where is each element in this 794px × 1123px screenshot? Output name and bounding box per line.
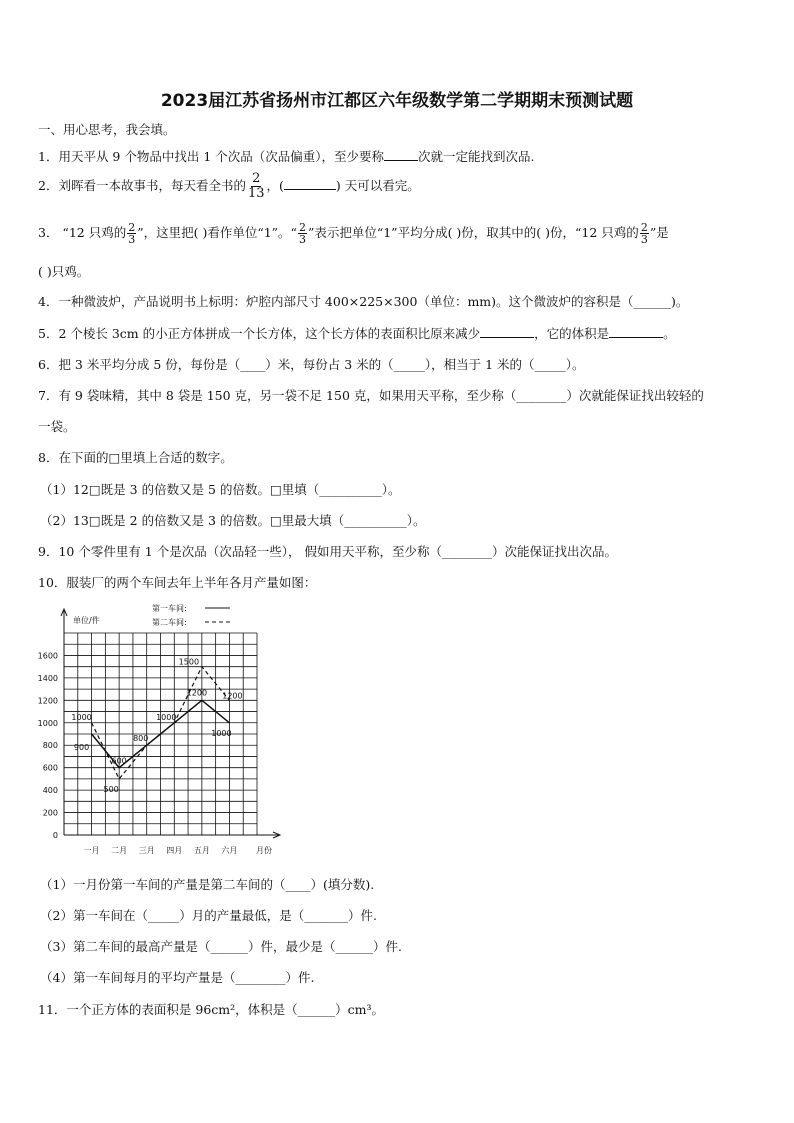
q2-text-a: 2．刘晖看一本故事书，每天看全书的: [38, 178, 246, 193]
data-label: 1500: [178, 657, 200, 667]
x-tick-label: 一月: [83, 846, 100, 855]
q1-answer-blank[interactable]: [384, 149, 418, 161]
question-10-part-1: （1）一月份第一车间的产量是第二车间的（____）(填分数).: [40, 877, 375, 892]
question-11: 11．一个正方体的表面积是 96cm²，体积是（______）cm³。: [38, 1002, 385, 1017]
q2-answer-blank[interactable]: [284, 178, 336, 190]
x-axis-title: 月份: [256, 846, 272, 855]
data-label: 1000: [211, 728, 232, 738]
y-tick-label: 800: [42, 741, 58, 751]
y-tick-label: 400: [42, 786, 58, 796]
question-7-continued: 一袋。: [38, 419, 76, 434]
question-10-part-3: （3）第二车间的最高产量是（______）件，最少是（______）件.: [40, 939, 402, 954]
data-label: 600: [111, 756, 127, 766]
q3-fraction-1-numerator: 2: [128, 221, 136, 234]
q3-text-a: 3． “12 只鸡的: [38, 225, 127, 240]
q3-fraction-3-denominator: 3: [640, 233, 648, 246]
q5-text-c: 。: [663, 326, 676, 341]
q1-text-a: 1．用天平从 9 个物品中找出 1 个次品（次品偏重），至少要称: [38, 149, 385, 164]
question-3-continued: ( )只鸡。: [38, 264, 90, 279]
x-tick-label: 五月: [193, 846, 210, 855]
q2-text-c: ) 天可以看完。: [335, 178, 420, 193]
q3-fraction-2-denominator: 3: [298, 233, 306, 246]
data-label: 900: [73, 743, 90, 752]
data-label: 500: [103, 784, 119, 794]
q1-text-b: 次就一定能找到次品.: [418, 149, 535, 164]
q3-fraction-1-denominator: 3: [128, 233, 136, 246]
question-10: 10．服装厂的两个车间去年上半年各月产量如图：: [38, 575, 317, 590]
q2-fraction: [247, 172, 266, 201]
chart-axes: [38, 609, 280, 855]
question-9: 9．10 个零件里有 1 个是次品（次品轻一些）， 假如用天平称，至少称（________）次能保证找出次品。: [38, 544, 617, 559]
q5-text-b: ，它的体积是: [534, 326, 610, 341]
legend-label-series-1: 第一车间:: [152, 604, 187, 613]
data-label: 1200: [186, 688, 208, 698]
x-tick-label: 四月: [166, 846, 183, 855]
data-label: 1000: [71, 712, 92, 722]
legend-label-series-2: 第二车间:: [152, 618, 187, 627]
question-8: 8．在下面的□里填上合适的数字。: [38, 450, 233, 465]
y-tick-label: 0: [52, 831, 58, 840]
q3-text-b: ”，这里把( )看作单位“1”。“: [137, 225, 297, 240]
q3-fraction-2: [298, 222, 307, 245]
q3-fraction-3-numerator: 2: [640, 221, 648, 234]
question-8-part-1: （1）12□既是 3 的倍数又是 5 的倍数。□里填（__________）。: [40, 482, 401, 497]
q5-answer-blank-2[interactable]: [609, 326, 663, 338]
x-tick-label: 六月: [221, 846, 238, 855]
question-2: [38, 172, 768, 201]
q2-fraction-denominator: 13: [247, 186, 265, 201]
section-heading: 一、用心思考，我会填。: [38, 122, 176, 137]
question-7: 7．有 9 袋味精，其中 8 袋是 150 克，另一袋不足 150 克，如果用天平称，至少称（________）次就能保证找出较轻的: [38, 388, 704, 403]
question-10-part-2: （2）第一车间在（_____）月的产量最低，是（_______）件.: [40, 908, 377, 923]
question-6: 6．把 3 米平均分成 5 份，每份是（____）米，每份占 3 米的（_____），相当于 1 米的（_____）。: [38, 357, 585, 372]
q2-fraction-numerator: 2: [252, 171, 261, 186]
question-8-part-2: （2）13□既是 2 的倍数又是 3 的倍数。□里最大填（__________）。: [40, 513, 426, 528]
q5-text-a: 5．2 个棱长 3cm 的小正方体拼成一个长方体，这个长方体的表面积比原来减少: [38, 326, 481, 341]
q2-text-b: ，(: [266, 178, 284, 193]
x-tick-label: 二月: [111, 846, 128, 855]
q3-text-c: ”表示把单位“1”平均分成( )份，取其中的( )份，“12 只鸡的: [307, 225, 639, 240]
page-title: 2023届江苏省扬州市江都区六年级数学第二学期期末预测试题: [160, 91, 634, 111]
question-4: 4．一种微波炉，产品说明书上标明：炉腔内部尺寸 400×225×300（单位：mm)。这个微波炉的容积是（______)。: [38, 294, 689, 309]
y-axis-title: 单位/件: [73, 616, 100, 625]
x-tick-label: 三月: [138, 846, 155, 855]
y-tick-label: 1000: [37, 718, 58, 728]
q3-fraction-1: [127, 222, 136, 245]
data-label: 800: [133, 734, 149, 744]
data-label: 1000: [156, 712, 177, 722]
q3-fraction-3: [640, 222, 649, 245]
y-tick-label: 1400: [37, 673, 58, 683]
question-5: [38, 324, 768, 342]
question-1: [38, 147, 768, 165]
data-label: 1200: [222, 691, 243, 701]
question-10-part-4: （4）第一车间每月的平均产量是（________）件.: [40, 970, 315, 985]
y-tick-label: 1600: [37, 651, 58, 661]
y-tick-label: 200: [42, 808, 58, 818]
q5-answer-blank-1[interactable]: [480, 326, 534, 338]
y-tick-label: 600: [42, 763, 58, 773]
y-tick-label: 1200: [37, 696, 58, 706]
production-line-chart: [30, 597, 290, 863]
q3-text-d: ”是: [649, 225, 669, 240]
q3-fraction-2-numerator: 2: [298, 221, 306, 234]
chart-legend: [152, 603, 230, 627]
question-3: [38, 222, 768, 245]
